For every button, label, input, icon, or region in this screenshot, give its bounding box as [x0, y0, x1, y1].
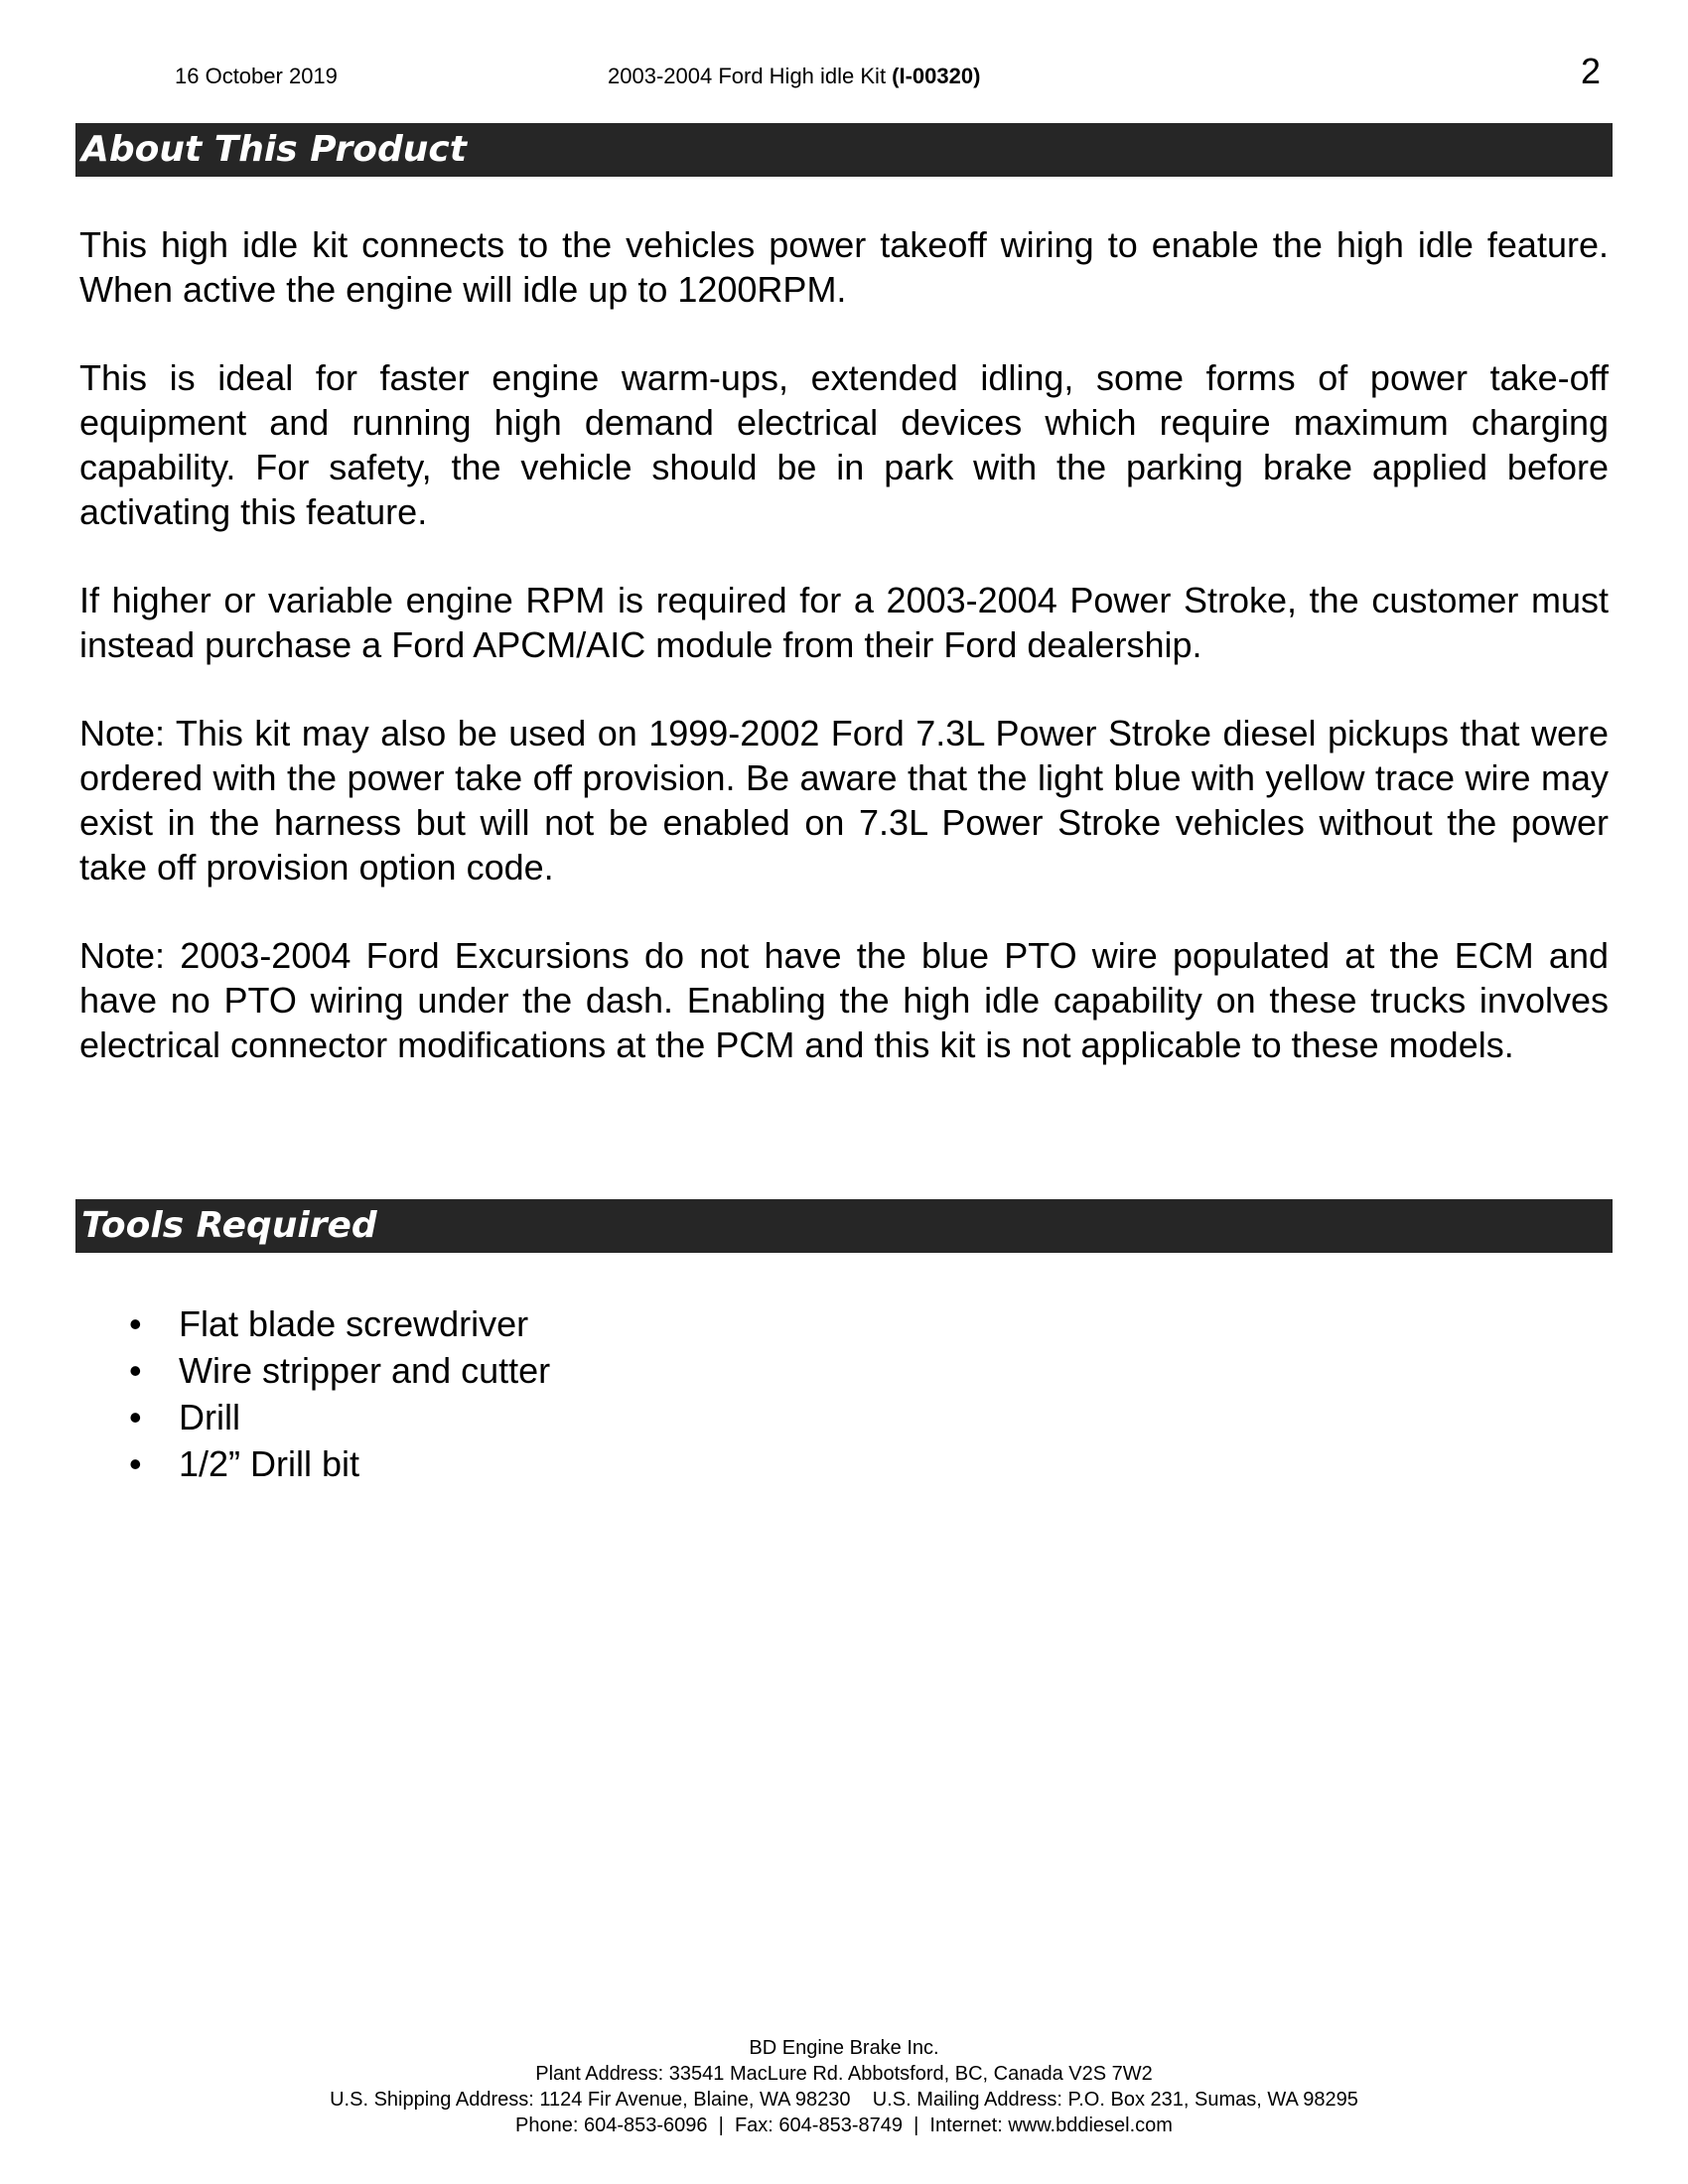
- bullet-icon: •: [129, 1303, 142, 1344]
- about-paragraph-3: If higher or variable engine RPM is required for a 2003-2004 Power Stroke, the customer must instead purchase a Ford APCM/AIC module from their Ford dealership.: [79, 580, 1609, 665]
- about-section-heading: About This Product: [75, 123, 1613, 177]
- about-paragraph-4: Note: This kit may also be used on 1999-2002 Ford 7.3L Power Stroke diesel pickups that were ordered with the power take off provision. Be aware that the light blue with yellow trace wire may exist in the harness but will not be enabled on 7.3L Power Stroke vehicles without the power take off provision option code.: [79, 713, 1609, 887]
- bullet-icon: •: [129, 1397, 142, 1437]
- page-number: 2: [1580, 51, 1601, 91]
- list-item: [79, 1440, 550, 1487]
- tool-label: Wire stripper and cutter: [179, 1350, 551, 1391]
- bullet-icon: •: [129, 1443, 142, 1484]
- tools-section-heading: Tools Required: [75, 1199, 1613, 1253]
- tool-label: Flat blade screwdriver: [179, 1303, 529, 1344]
- list-item: [79, 1300, 550, 1347]
- header-title: [608, 62, 980, 91]
- header-part-code: (I-00320): [892, 64, 981, 88]
- about-paragraph-5: Note: 2003-2004 Ford Excursions do not have the blue PTO wire populated at the ECM and have no PTO wiring under the dash. Enabling the high idle capability on these trucks involves electrical connector modifications at the PCM and this kit is not applicable to these models.: [79, 935, 1609, 1065]
- tools-list: [79, 1300, 550, 1487]
- header-date: 16 October 2019: [175, 64, 338, 88]
- tool-label: Drill: [179, 1397, 240, 1437]
- about-paragraph-1: This high idle kit connects to the vehicles power takeoff wiring to enable the high idle feature. When active the engine will idle up to 1200RPM.: [79, 224, 1609, 310]
- about-paragraph-2: This is ideal for faster engine warm-ups, extended idling, some forms of power take-off equipment and running high demand electrical devices which require maximum charging capability. For safety, the vehicle should be in park with the parking brake applied before activating this feature.: [79, 357, 1609, 532]
- list-item: [79, 1394, 550, 1440]
- footer-shipping-mailing: U.S. Shipping Address: 1124 Fir Avenue, Blaine, WA 98230 U.S. Mailing Address: P.O. Box 231, Sumas, WA 98295: [330, 2089, 1358, 2111]
- tool-label: 1/2” Drill bit: [179, 1443, 360, 1484]
- header-title-text: 2003-2004 Ford High idle Kit: [608, 64, 893, 88]
- page-footer: [0, 2035, 1688, 2138]
- bullet-icon: •: [129, 1350, 142, 1391]
- footer-contact: Phone: 604-853-6096 | Fax: 604-853-8749 | Internet: www.bddiesel.com: [515, 2115, 1173, 2136]
- footer-company: BD Engine Brake Inc.: [749, 2037, 939, 2059]
- footer-plant-address: Plant Address: 33541 MacLure Rd. Abbotsford, BC, Canada V2S 7W2: [535, 2063, 1153, 2085]
- list-item: [79, 1347, 550, 1394]
